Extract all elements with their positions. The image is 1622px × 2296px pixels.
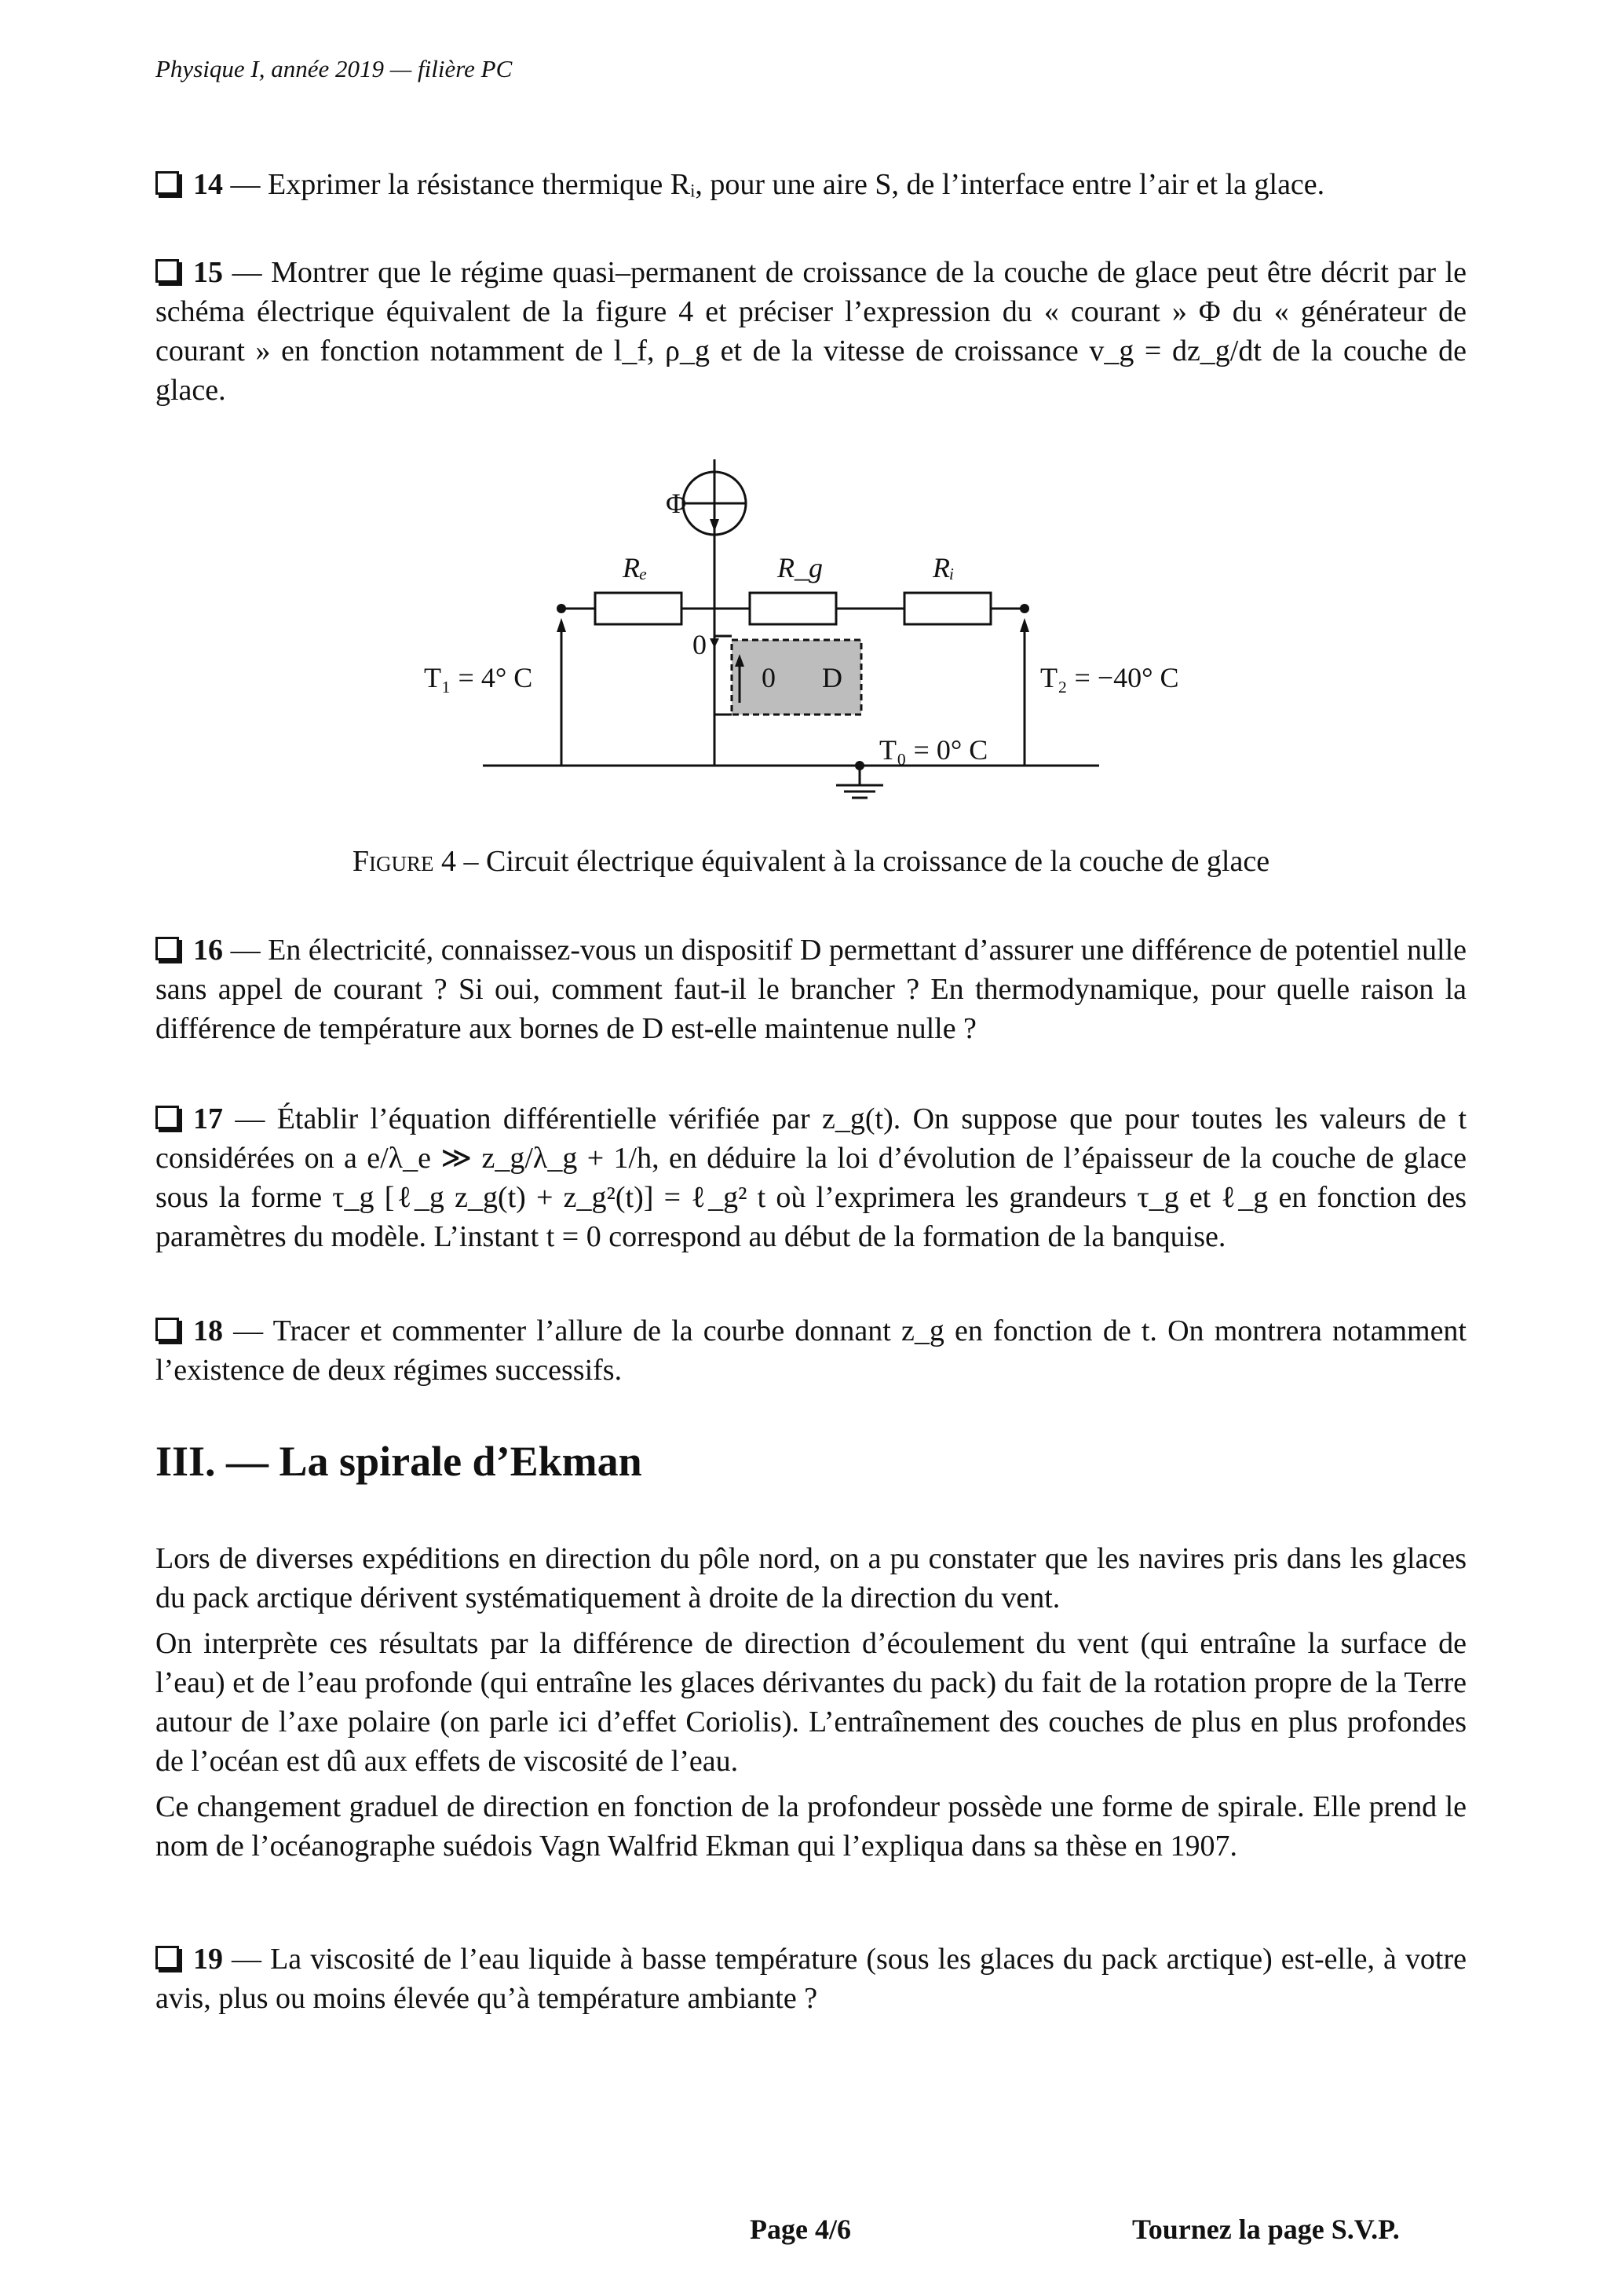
question-17 (155, 1099, 1467, 1256)
turn-page-note: Tournez la page S.V.P. (1132, 2214, 1400, 2245)
node-left (557, 604, 566, 613)
paragraph-3: Ce changement graduel de direction en fonction de la profondeur possède une forme de spirale. Elle prend le nom de l’océanographe suédois Vagn Walfrid Ekman qui l’expliqua dans sa thèse en 1907. (155, 1790, 1467, 1863)
question-text: — Établir l’équation différentielle vérifiée par z_g(t). On suppose que pour toutes les valeurs de t considérées on a e/λ_e ≫ z_g/λ_g + 1/h, en déduire la loi d’évolution de l’épaisseur de la couche de glace sous la forme τ_g [ℓ_g z_g(t) + z_g²(t)] = ℓ_g² t où l’exprimera les grandeurs τ_g et ℓ_g en fonction des paramètres du modèle. L’instant t = 0 correspond au début de la formation de la banquise. (155, 1102, 1467, 1253)
Rg-label: R_g (777, 552, 823, 583)
caption-prefix: Figure 4 (352, 845, 457, 878)
question-14 (155, 165, 1467, 204)
question-number: 17 (193, 1102, 223, 1135)
T1-label: T₁ = 4° C (424, 662, 533, 693)
question-16 (155, 930, 1467, 1048)
node-right (1020, 604, 1029, 613)
question-number: 16 (193, 934, 223, 967)
question-number: 15 (193, 256, 223, 289)
question-number: 19 (193, 1943, 223, 1976)
circuit-figure (424, 452, 1225, 821)
checkbox-icon (155, 171, 179, 195)
paragraph-1: Lors de diverses expéditions en direction du pôle nord, on a pu constater que les navires pris dans les glaces du pack arctique dérivent systématiquement à droite de la direction du vent. (155, 1542, 1467, 1614)
paragraph-2: On interprète ces résultats par la différence de direction d’écoulement du vent (qui entraîne la surface de l’eau) et de l’eau profonde (qui entraîne les glaces dérivantes du pack) du fait de la rotation propre de la Terre autour de l’axe polaire (on parle ici d’effet Coriolis). L’entraînement des couches de plus en plus profondes de l’océan est dû aux effets de viscosité de l’eau. (155, 1627, 1467, 1778)
checkbox-icon (155, 937, 179, 960)
phi-label: Φ (666, 488, 687, 519)
T2-label: T₂ = −40° C (1040, 662, 1179, 693)
section-body (155, 1539, 1467, 1866)
page-number: Page 4/6 (750, 2214, 851, 2245)
checkbox-icon (155, 1946, 179, 1969)
T0-label: T₀ = 0° C (879, 734, 988, 766)
caption-text: – Circuit électrique équivalent à la croissance de la couche de glace (463, 845, 1270, 878)
d-label: D (822, 662, 842, 693)
resistor-Ri (904, 593, 991, 624)
d-zero-label: 0 (762, 662, 776, 693)
resistor-Rg (750, 593, 836, 624)
question-text: — En électricité, connaissez-vous un dispositif D permettant d’assurer une différence de potentiel nulle sans appel de courant ? Si oui, comment faut-il le brancher ? En thermodynamique, pour quelle raison la différence de température aux bornes de D est-elle maintenue nulle ? (155, 934, 1467, 1045)
resistor-Re (595, 593, 681, 624)
figure-caption (155, 844, 1467, 879)
page-header: Physique I, année 2019 — filière PC (155, 55, 513, 82)
checkbox-icon (155, 1318, 179, 1341)
question-15 (155, 253, 1467, 410)
question-number: 14 (193, 168, 223, 201)
zero-node-label: 0 (692, 629, 707, 660)
question-text: — La viscosité de l’eau liquide à basse température (sous les glaces du pack arctique) est-elle, à votre avis, plus ou moins élevée qu’à température ambiante ? (155, 1943, 1467, 2015)
checkbox-icon (155, 1106, 179, 1129)
section-title: III. — La spirale d’Ekman (155, 1438, 642, 1485)
question-text: — Exprimer la résistance thermique Rᵢ, pour une aire S, de l’interface entre l’air et la glace. (230, 168, 1325, 201)
Ri-label: Rᵢ (933, 552, 955, 583)
question-text: — Montrer que le régime quasi–permanent de croissance de la couche de glace peut être décrit par le schéma électrique équivalent de la figure 4 et préciser l’expression du « courant » Φ du « générateur de courant » en fonction notamment de l_f, ρ_g et de la vitesse de croissance v_g = dz_g/dt de la couche de glace. (155, 256, 1467, 407)
checkbox-icon (155, 259, 179, 283)
question-text: — Tracer et commenter l’allure de la courbe donnant z_g en fonction de t. On montrera notamment l’existence de deux régimes successifs. (155, 1314, 1467, 1387)
Re-label: Rₑ (623, 552, 648, 583)
question-19 (155, 1940, 1467, 2018)
question-number: 18 (193, 1314, 223, 1347)
question-18 (155, 1311, 1467, 1390)
